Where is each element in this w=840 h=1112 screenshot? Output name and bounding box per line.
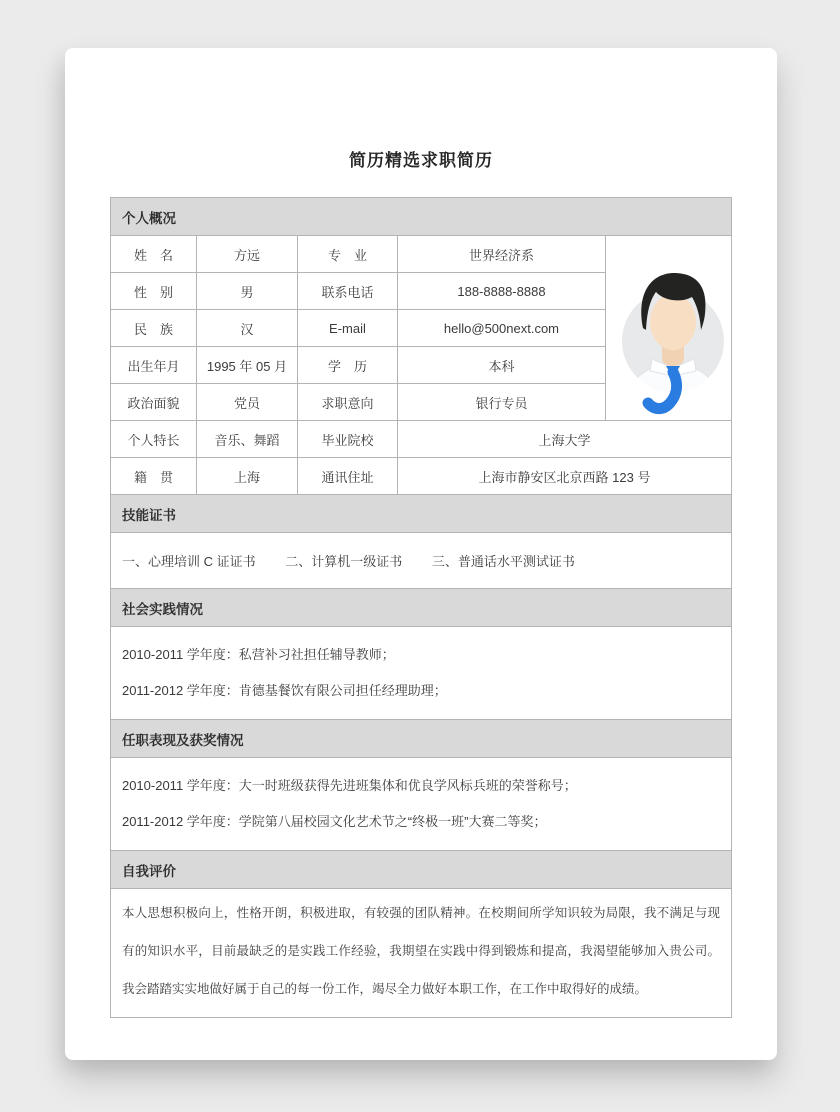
avatar-illustration xyxy=(610,238,732,418)
section-awards-header-row xyxy=(110,720,731,758)
section-header-evaluation: 自我评价 xyxy=(110,851,731,889)
award-item: 2010-2011 学年度：大一时班级获得先进班集体和优良学风标兵班的荣誉称号； xyxy=(121,778,577,793)
value-ethnicity: 汉 xyxy=(196,310,297,347)
value-birthdate: 1995 年 05 月 xyxy=(196,347,297,384)
resume-document xyxy=(65,48,777,1060)
value-education: 本科 xyxy=(397,347,605,384)
practice-content xyxy=(110,627,731,720)
section-evaluation-header-row xyxy=(110,851,731,889)
section-profile-header-row xyxy=(110,198,731,236)
value-major: 世界经济系 xyxy=(397,236,605,273)
label-email: E-mail xyxy=(297,310,397,347)
label-gender: 性 别 xyxy=(110,273,196,310)
value-hometown: 上海 xyxy=(196,458,297,495)
profile-row-specialty-school xyxy=(110,421,731,458)
practice-item: 2010-2011 学年度：私营补习社担任辅导教师； xyxy=(121,647,395,662)
label-phone: 联系电话 xyxy=(297,273,397,310)
awards-content xyxy=(110,758,731,851)
avatar-face xyxy=(650,294,696,350)
label-major: 专 业 xyxy=(297,236,397,273)
award-item: 2011-2012 学年度：学院第八届校园文化艺术节之“终极一班”大赛二等奖； xyxy=(121,814,547,829)
section-header-practice: 社会实践情况 xyxy=(110,589,731,627)
label-political-status: 政治面貌 xyxy=(110,384,196,421)
value-specialty: 音乐、舞蹈 xyxy=(196,421,297,458)
label-specialty: 个人特长 xyxy=(110,421,196,458)
section-header-certificates: 技能证书 xyxy=(110,495,731,533)
certificate-item: 二、计算机一级证书 xyxy=(285,554,403,569)
label-ethnicity: 民 族 xyxy=(110,310,196,347)
practice-content-row xyxy=(110,627,731,720)
value-name: 方远 xyxy=(196,236,297,273)
section-header-profile: 个人概况 xyxy=(110,198,731,236)
profile-row-hometown-address xyxy=(110,458,731,495)
section-certificates-header-row xyxy=(110,495,731,533)
evaluation-content-row xyxy=(110,889,731,1018)
section-practice-header-row xyxy=(110,589,731,627)
document-title: 简历精选求职简历 xyxy=(349,151,493,170)
evaluation-paragraph: 本人思想积极向上，性格开朗，积极进取，有较强的团队精神。在校期间所学知识较为局限，我不满足与现有的知识水平，目前最缺乏的是实践工作经验，我期望在实践中得到锻炼和提高，我渴望能够加入贵公司。我会踏踏实实地做好属于自己的每一份工作，竭尽全力做好本职工作，在工作中取得好的成绩。 xyxy=(121,906,721,996)
value-job-intention: 银行专员 xyxy=(397,384,605,421)
awards-content-row xyxy=(110,758,731,851)
value-gender: 男 xyxy=(196,273,297,310)
label-education: 学 历 xyxy=(297,347,397,384)
section-header-awards: 任职表现及获奖情况 xyxy=(110,720,731,758)
certificate-item: 一、心理培训 C 证证书 xyxy=(121,554,256,569)
value-email: hello@500next.com xyxy=(397,310,605,347)
label-address: 通讯住址 xyxy=(297,458,397,495)
profile-photo xyxy=(605,236,731,421)
label-birthdate: 出生年月 xyxy=(110,347,196,384)
certificates-content-row xyxy=(110,533,731,589)
evaluation-content xyxy=(110,889,731,1018)
value-phone: 188-8888-8888 xyxy=(397,273,605,310)
value-political-status: 党员 xyxy=(196,384,297,421)
resume-table xyxy=(110,197,732,1018)
profile-row-name-major xyxy=(110,236,731,273)
certificates-content xyxy=(110,533,731,589)
label-graduate-school: 毕业院校 xyxy=(297,421,397,458)
label-name: 姓 名 xyxy=(110,236,196,273)
label-job-intention: 求职意向 xyxy=(297,384,397,421)
label-hometown: 籍 贯 xyxy=(110,458,196,495)
practice-item: 2011-2012 学年度：肯德基餐饮有限公司担任经理助理； xyxy=(121,683,447,698)
value-address: 上海市静安区北京西路 123 号 xyxy=(397,458,731,495)
certificate-item: 三、普通话水平测试证书 xyxy=(431,554,575,569)
value-graduate-school: 上海大学 xyxy=(397,421,731,458)
